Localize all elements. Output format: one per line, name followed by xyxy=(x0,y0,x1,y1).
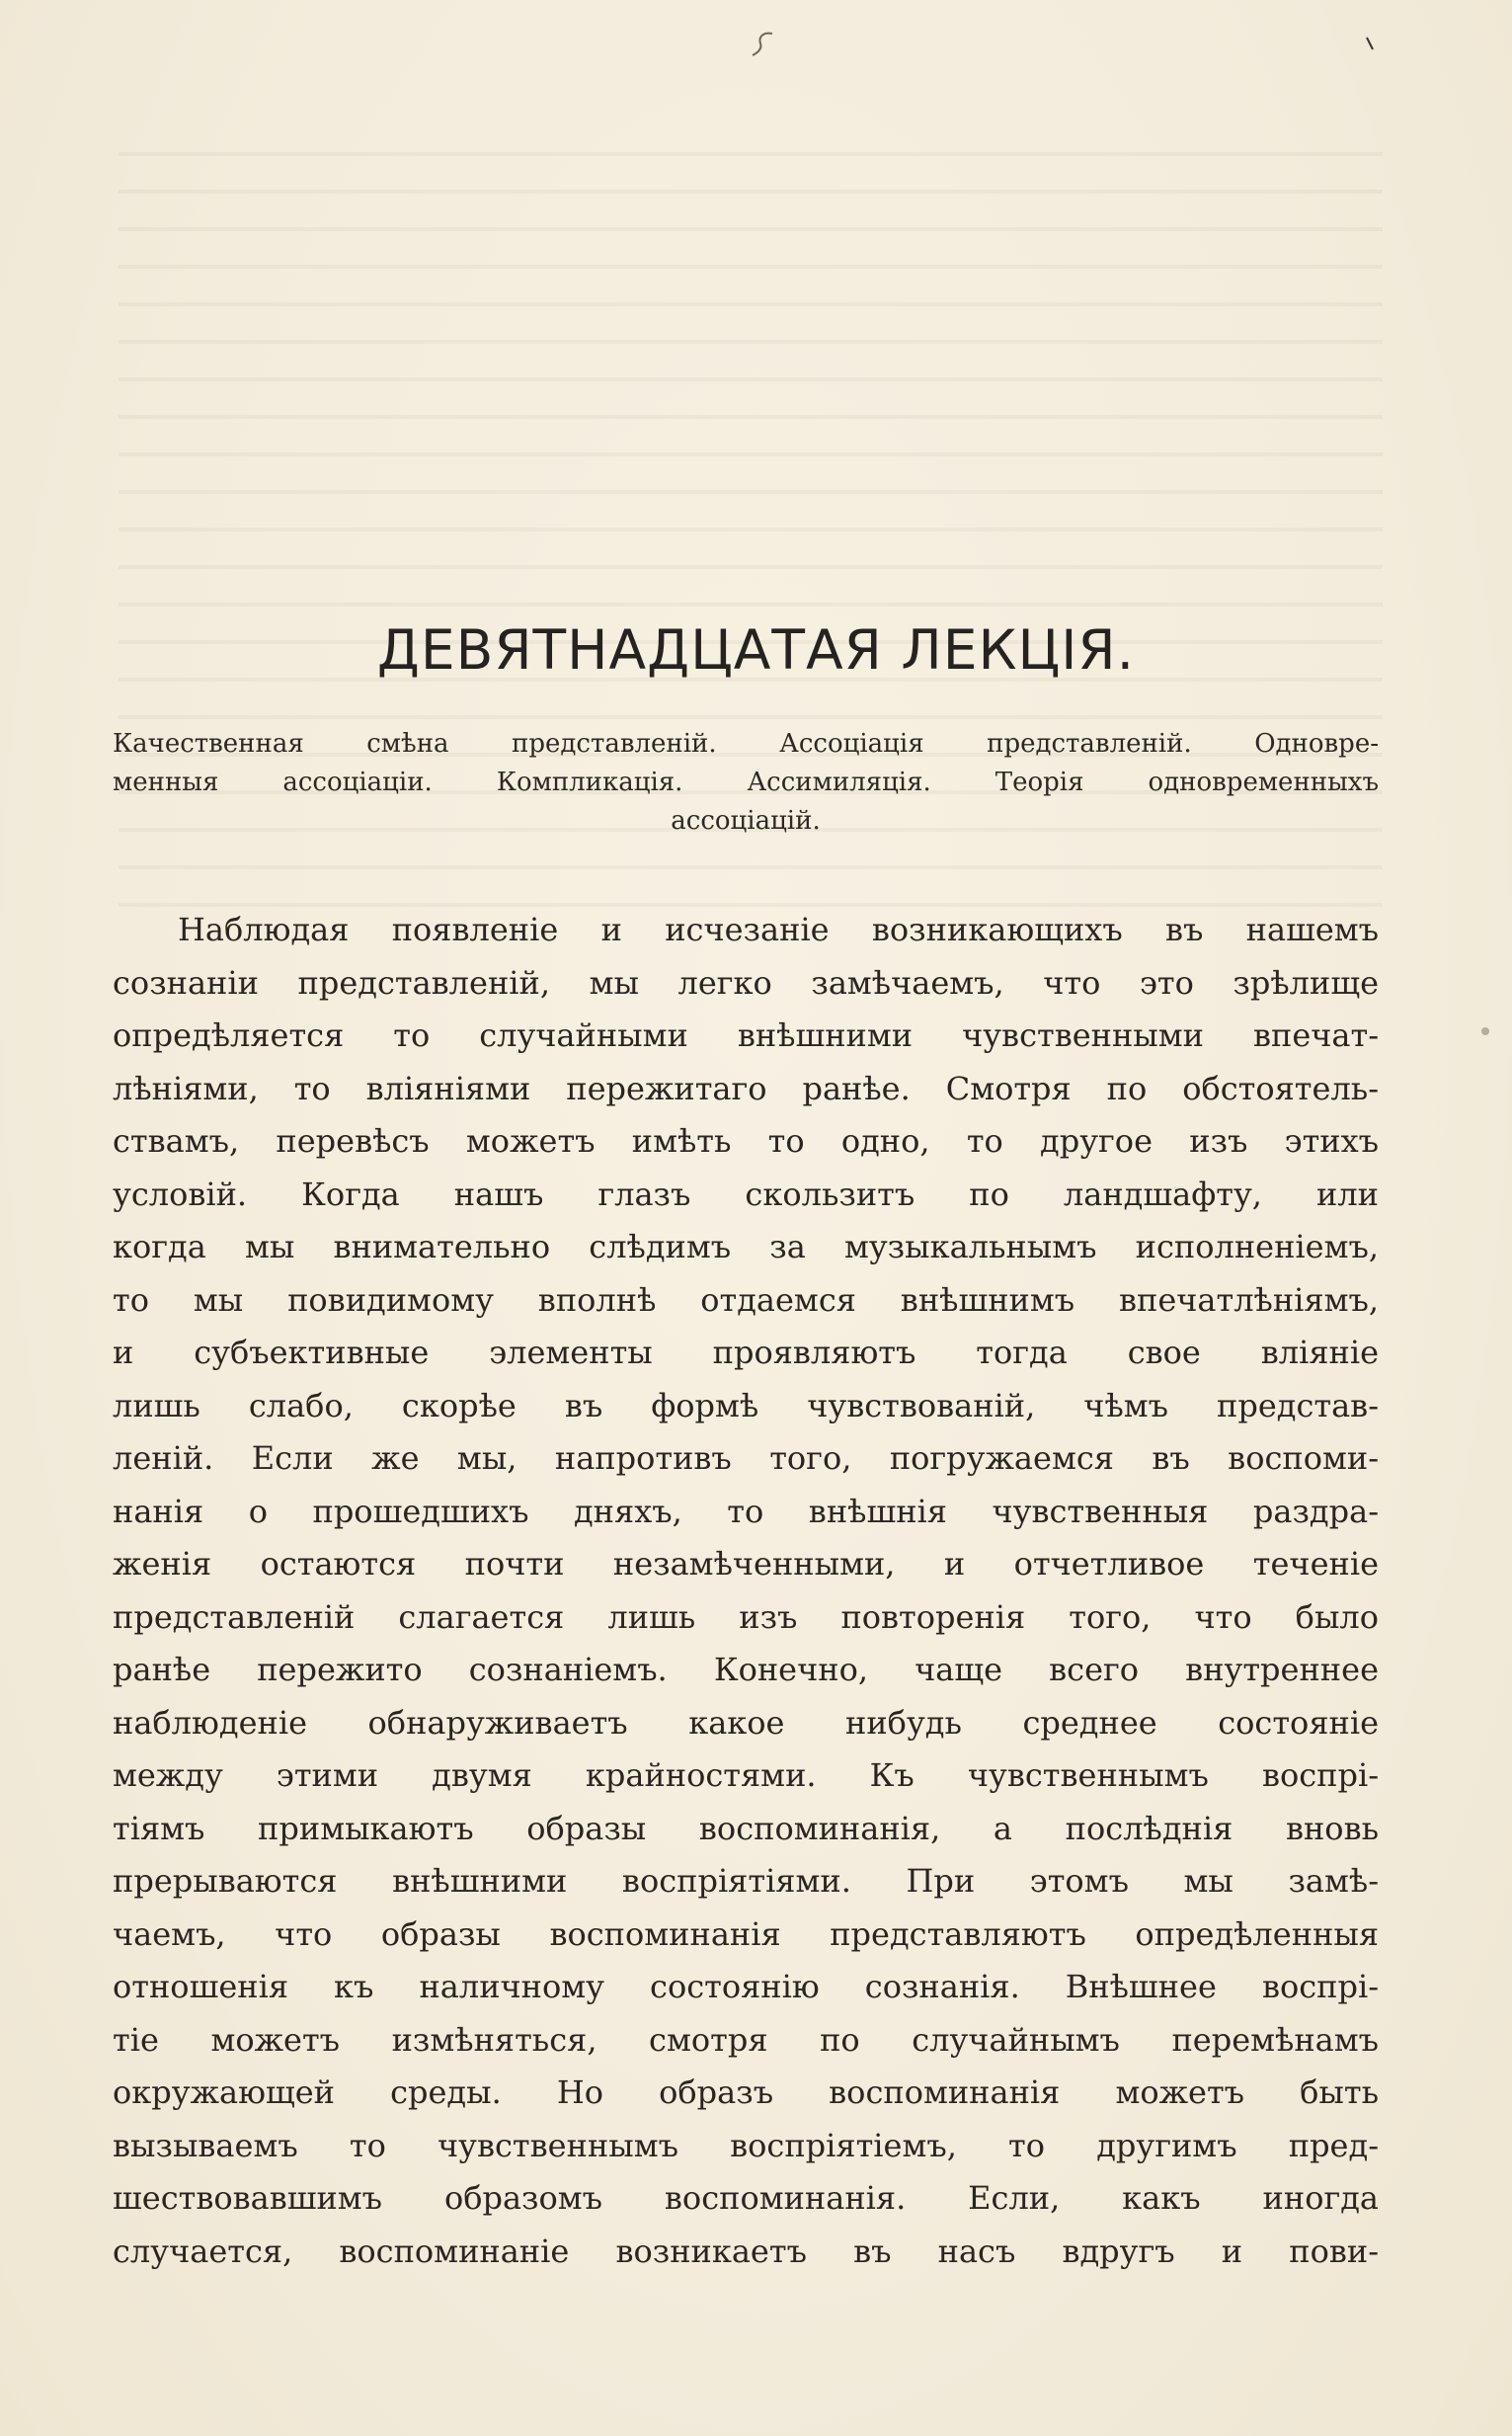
text-line: лишь слабо, скорѣе въ формѣ чувствованій, чѣмъ представ- xyxy=(113,1386,1379,1424)
text-line: тіямъ примыкаютъ образы воспоминанія, а послѣднія вновь xyxy=(113,1809,1379,1847)
text-line: опредѣляется то случайными внѣшними чувственными впечат- xyxy=(113,1016,1379,1054)
corner-mark-icon xyxy=(1365,36,1375,51)
text-line: нанія о прошедшихъ дняхъ, то внѣшнія чувственныя раздра- xyxy=(113,1492,1379,1530)
text-line: ствамъ, перевѣсъ можетъ имѣть то одно, то другое изъ этихъ xyxy=(113,1122,1379,1160)
summary-line: менныя ассоціаціи. Компликація. Ассимиляція. Теорія одновременныхъ xyxy=(113,768,1379,797)
text-line: прерываются внѣшними воспріятіями. При этомъ мы замѣ- xyxy=(113,1862,1379,1900)
text-line: когда мы внимательно слѣдимъ за музыкальнымъ исполненіемъ, xyxy=(113,1228,1379,1265)
margin-dot xyxy=(1481,1027,1489,1035)
text-line: случается, воспоминаніе возникаетъ въ насъ вдругъ и пови- xyxy=(113,2232,1379,2270)
text-line: и субъективные элементы проявляютъ тогда свое вліяніе xyxy=(113,1334,1379,1371)
text-line: то мы повидимому вполнѣ отдаемся внѣшнимъ впечатлѣніямъ, xyxy=(113,1280,1379,1319)
text-line: ранѣе пережито сознаніемъ. Конечно, чаще всего внутреннее xyxy=(113,1651,1379,1688)
text-line: отношенія къ наличному состоянію сознанія. Внѣшнее воспрі- xyxy=(113,1968,1379,2005)
text-line: шествовавшимъ образомъ воспоминанія. Если, какъ иногда xyxy=(113,2179,1379,2217)
summary-line: ассоціацій. xyxy=(671,806,821,836)
text-line: чаемъ, что образы воспоминанія представляютъ опредѣленныя xyxy=(113,1914,1379,1953)
text-line: сознаніи представленій, мы легко замѣчаемъ, что это зрѣлище xyxy=(113,963,1379,1002)
text-line: Наблюдая появленіе и исчезаніе возникающихъ въ нашемъ xyxy=(178,911,1379,948)
text-line: вызываемъ то чувственнымъ воспріятіемъ, то другимъ пред- xyxy=(113,2126,1379,2164)
text-line: тіе можетъ измѣняться, смотря по случайнымъ перемѣнамъ xyxy=(113,2020,1379,2059)
text-line: представленій слагается лишь изъ повторенія того, что было xyxy=(113,1597,1379,1636)
text-line: окружающей среды. Но образъ воспоминанія можетъ быть xyxy=(113,2073,1379,2111)
chapter-summary xyxy=(113,725,1379,841)
summary-line: Качественная смѣна представленій. Ассоціація представленій. Одновре- xyxy=(113,729,1379,759)
text-line: между этими двумя крайностями. Къ чувственнымъ воспрі- xyxy=(113,1756,1379,1794)
text-line: условій. Когда нашъ глазъ скользитъ по ландшафту, или xyxy=(113,1175,1379,1213)
text-line: леній. Если же мы, напротивъ того, погружаемся въ воспоми- xyxy=(113,1439,1379,1477)
lecture-title: ДЕВЯТНАДЦАТАЯ ЛЕКЦІЯ. xyxy=(376,618,1136,682)
text-line: наблюденіе обнаруживаетъ какое нибудь среднее состояніе xyxy=(113,1703,1379,1742)
body-paragraph xyxy=(113,904,1379,2278)
text-line: женія остаются почти незамѣченными, и отчетливое теченіе xyxy=(113,1545,1379,1583)
pencil-mark-icon xyxy=(751,30,780,57)
text-line: лѣніями, то вліяніями пережитаго ранѣе. Смотря по обстоятель- xyxy=(113,1069,1379,1107)
